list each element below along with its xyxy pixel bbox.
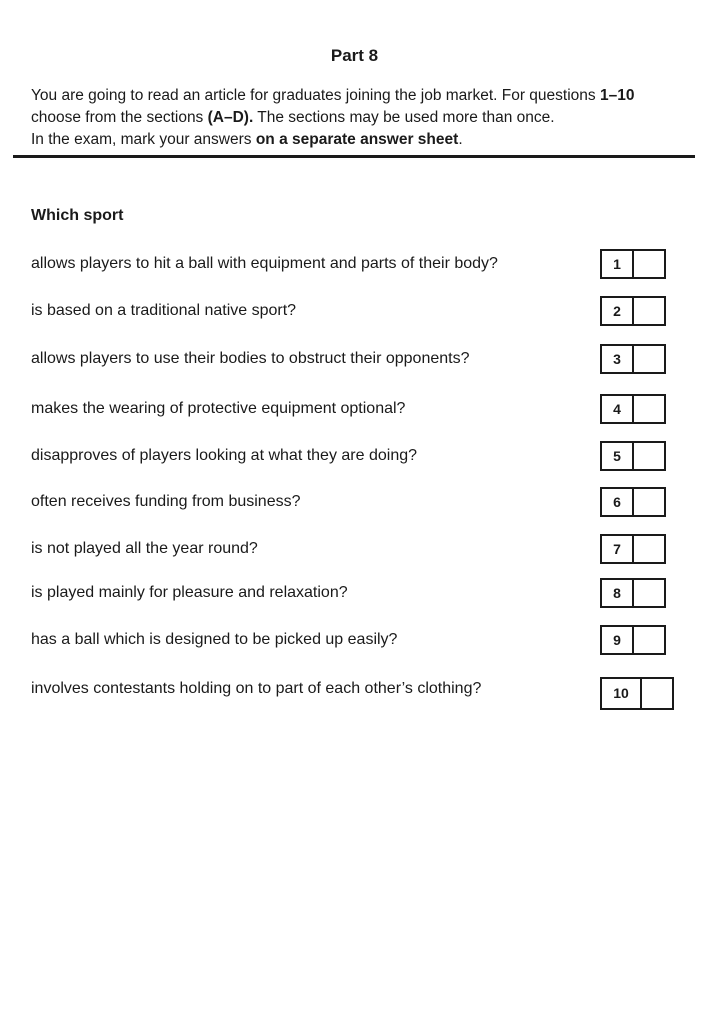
question-text: makes the wearing of protective equipment optional? xyxy=(31,400,406,417)
answer-input[interactable] xyxy=(642,679,672,708)
answer-sheet-note: on a separate answer sheet xyxy=(255,131,459,148)
instructions-line-3 xyxy=(31,129,701,151)
answer-box-2[interactable] xyxy=(600,296,666,326)
answer-input[interactable] xyxy=(634,251,664,277)
question-range: 1–10 xyxy=(599,87,635,104)
instructions-text: choose from the sections xyxy=(31,109,208,126)
question-row-6 xyxy=(0,487,709,521)
question-row-3 xyxy=(0,344,709,378)
question-row-4 xyxy=(0,394,709,428)
section-heading: Which sport xyxy=(31,207,124,224)
section-range: (A–D). xyxy=(207,109,254,126)
question-text: involves contestants holding on to part of each other’s clothing? xyxy=(31,680,482,697)
instructions-text: . xyxy=(458,131,463,148)
question-text: often receives funding from business? xyxy=(31,493,301,510)
answer-box-7[interactable] xyxy=(600,534,666,564)
answer-box-8[interactable] xyxy=(600,578,666,608)
question-text: has a ball which is designed to be picked up easily? xyxy=(31,631,398,648)
answer-box-3[interactable] xyxy=(600,344,666,374)
question-number: 6 xyxy=(602,489,634,515)
answer-box-10[interactable] xyxy=(600,677,674,710)
instructions xyxy=(31,85,701,151)
answer-box-1[interactable] xyxy=(600,249,666,279)
instructions-line-1 xyxy=(31,85,701,107)
question-text: allows players to hit a ball with equipment and parts of their body? xyxy=(31,255,498,272)
answer-input[interactable] xyxy=(634,346,664,372)
answer-box-9[interactable] xyxy=(600,625,666,655)
answer-box-6[interactable] xyxy=(600,487,666,517)
question-number: 1 xyxy=(602,251,634,277)
question-row-2 xyxy=(0,296,709,330)
answer-input[interactable] xyxy=(634,298,664,324)
question-text: is based on a traditional native sport? xyxy=(31,302,297,319)
answer-input[interactable] xyxy=(634,489,664,515)
question-row-1 xyxy=(0,249,709,283)
question-text: disapproves of players looking at what they are doing? xyxy=(31,447,418,464)
question-number: 2 xyxy=(602,298,634,324)
question-text: allows players to use their bodies to obstruct their opponents? xyxy=(31,350,470,367)
answer-box-4[interactable] xyxy=(600,394,666,424)
question-text: is played mainly for pleasure and relaxation? xyxy=(31,584,348,601)
question-number: 8 xyxy=(602,580,634,606)
answer-input[interactable] xyxy=(634,536,664,562)
question-row-10 xyxy=(0,677,709,711)
question-row-8 xyxy=(0,578,709,612)
instructions-text: The sections may be used more than once. xyxy=(253,109,555,126)
question-number: 9 xyxy=(602,627,634,653)
instructions-text: You are going to read an article for graduates joining the job market. For questions xyxy=(31,87,600,104)
question-number: 3 xyxy=(602,346,634,372)
header-divider xyxy=(13,155,695,158)
question-row-9 xyxy=(0,625,709,659)
instructions-text: In the exam, mark your answers xyxy=(31,131,256,148)
question-row-7 xyxy=(0,534,709,568)
question-number: 5 xyxy=(602,443,634,469)
question-number: 10 xyxy=(602,679,642,708)
answer-input[interactable] xyxy=(634,580,664,606)
answer-input[interactable] xyxy=(634,443,664,469)
question-number: 4 xyxy=(602,396,634,422)
question-row-5 xyxy=(0,441,709,475)
answer-input[interactable] xyxy=(634,396,664,422)
question-number: 7 xyxy=(602,536,634,562)
answer-box-5[interactable] xyxy=(600,441,666,471)
instructions-line-2 xyxy=(31,107,701,129)
question-text: is not played all the year round? xyxy=(31,540,258,557)
answer-input[interactable] xyxy=(634,627,664,653)
page-title: Part 8 xyxy=(330,46,379,65)
